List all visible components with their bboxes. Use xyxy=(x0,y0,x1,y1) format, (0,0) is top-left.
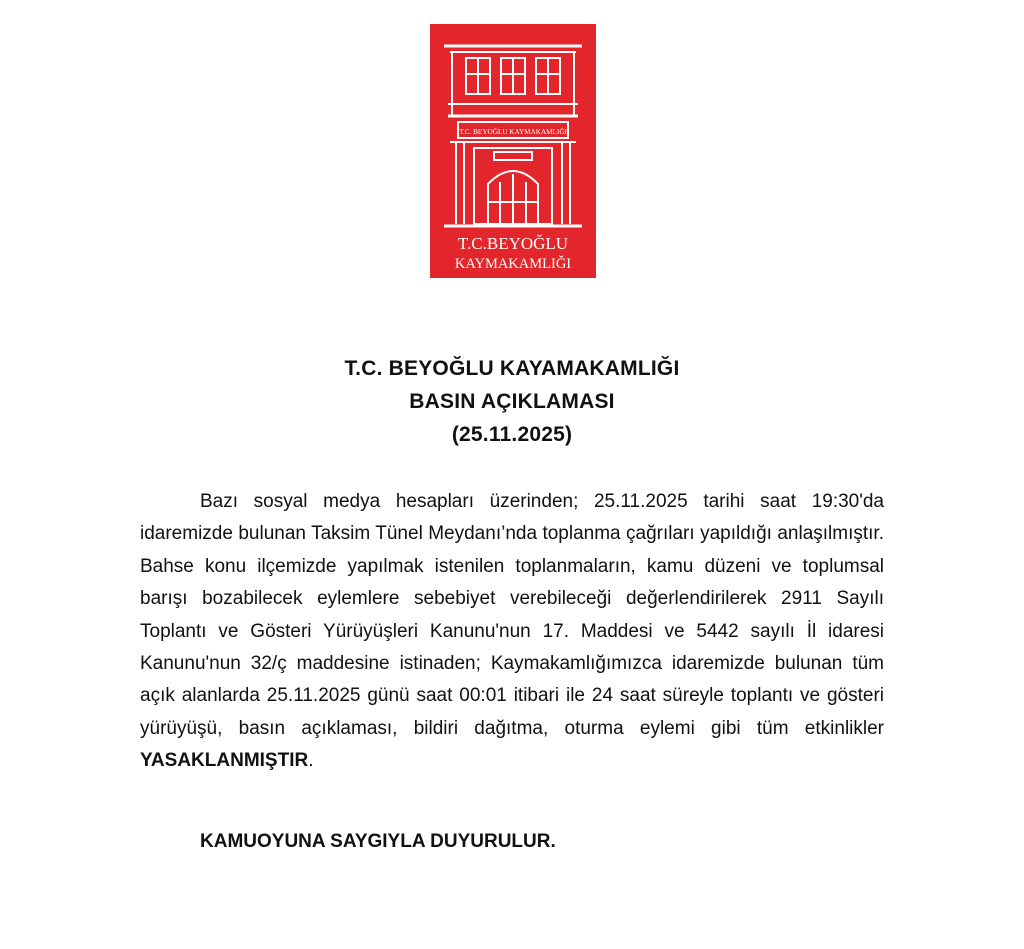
logo-line1: T.C.BEYOĞLU xyxy=(457,234,569,253)
body-emphasis: YASAKLANMIŞTIR xyxy=(140,750,309,772)
heading-authority: T.C. BEYOĞLU KAYAMAKAMLIĞI xyxy=(344,357,680,380)
press-release-heading xyxy=(0,352,1024,451)
body-paragraph: Bazı sosyal medya hesapları üzerinden; 25.11.2025 tarihi saat 19:30'da idaremizde bulunan Taksim Tünel Meydanı’nda toplanma çağrıları yapıldığı anlaşılmıştır. Bahse konu ilçemizde yapılmak istenilen toplanmaların, kamu düzeni ve toplumsal barışı bozabilecek eylemlere sebebiyet verebileceği değerlendirilerek 2911 Sayılı Toplantı ve Gösteri Yürüyüşleri Kanunu'nun 17. Maddesi ve 5442 sayılı İl idaresi Kanunu'nun 32/ç maddesine istinaden; Kaymakamlığımızca idaremizde bulunan tüm açık alanlarda 25.11.2025 günü saat 00:01 itibari ile 24 saat süreyle toplantı ve gösteri yürüyüşü, basın açıklaması, bildiri dağıtma, oturma eylemi gibi tüm etkinlikler xyxy=(140,491,884,739)
beyoglu-kaymakamligi-logo xyxy=(430,24,596,278)
closing-statement: KAMUOYUNA SAYGIYLA DUYURULUR. xyxy=(200,831,556,852)
body-end-punctuation: . xyxy=(308,750,314,772)
press-release-body xyxy=(140,486,884,778)
heading-title: BASIN AÇIKLAMASI xyxy=(409,390,615,413)
plaque-text: T.C. BEYOĞLU KAYMAKAMLIĞI xyxy=(459,128,567,136)
heading-date: (25.11.2025) xyxy=(451,423,573,446)
building-emblem xyxy=(430,24,596,278)
logo-line2: KAYMAKAMLIĞI xyxy=(454,256,572,272)
